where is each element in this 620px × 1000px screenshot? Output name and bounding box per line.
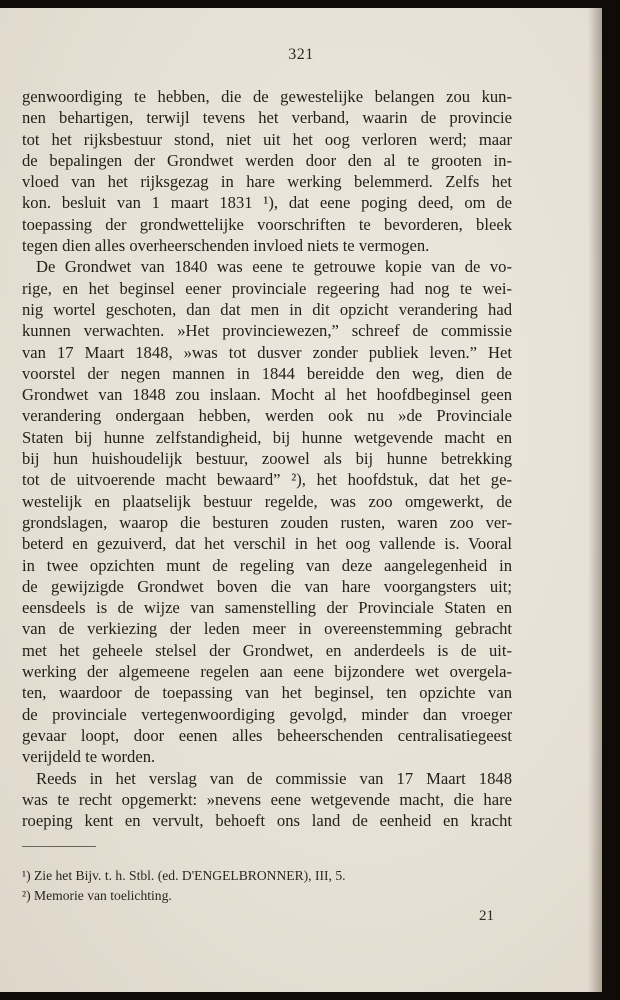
text-line: de gewijzigde Grondwet boven die van hare voorgangsters uit; [22,576,512,596]
text-line: ten, waardoor de toepassing van het beginsel, ten opzichte van [22,683,512,703]
text-line: roeping kent en vervult, behoeft ons land de eenheid en kracht [22,811,512,831]
text-line: vloed van het rijksgezag in hare werking belemmerd. Zelfs het [22,172,512,192]
footnote-2: ²) Memorie van toelichting. [22,888,172,903]
text-line: verijdeld te worden. [22,747,156,767]
text-line: Staten bij hunne zelfstandigheid, bij hunne wetgevende macht en [22,427,512,447]
footnote-1: ¹) Zie het Bijv. t. h. Stbl. (ed. D'ENGELBRONNER), III, 5. [22,868,346,883]
footnote-divider [22,846,96,847]
text-line: de provinciale vertegenwoordiging gevolgd, minder dan vroeger [22,704,512,724]
text-line: beterd en gezuiverd, dat het verschil in het oog vallende is. Vooral [22,534,512,554]
text-line: eensdeels is de wijze van samenstelling der Provinciale Staten en [22,598,512,618]
text-line: verandering ondergaan hebben, werden ook nu »de Provinciale [22,406,512,426]
signature-mark: 21 [479,908,494,924]
text-line: van 17 Maart 1848, »was tot dusver zonder publiek leven.” Het [22,342,512,362]
text-line: grondslagen, waarop die besturen zouden rusten, waren zoo ver- [22,512,512,532]
book-page [0,8,602,992]
text-line: kon. besluit van 1 maart 1831 ¹), dat eene poging deed, om de [22,193,512,213]
body-text [22,86,512,831]
text-line: genwoordiging te hebben, die de gewestelijke belangen zou kun- [22,87,512,106]
page-edge-shadow [588,8,602,992]
text-line: kunnen verwachten. »Het provinciewezen,” schreef de commissie [22,321,512,341]
page-number: 321 [288,46,314,63]
text-line: nig wortel geschoten, dan dat men in dit opzicht verandering had [22,299,512,319]
text-line: bij hun huishoudelijk bestuur, zoowel als bij hunne betrekking [22,449,512,469]
text-line: gevaar loopt, door eenen alles beheerschenden centralisatiegeest [22,725,512,745]
text-line: voorstel der negen mannen in 1844 bereidde den weg, dien de [22,363,512,383]
text-line: Reeds in het verslag van de commissie van 17 Maart 1848 [36,768,512,788]
text-line: in twee opzichten munt de regeling van deze aangelegenheid in [22,555,512,575]
text-line: nen behartigen, terwijl tevens het verband, waarin de provincie [22,108,512,128]
text-line: van de verkiezing der leden meer in overeenstemming gebracht [22,619,512,639]
text-line: Grondwet van 1848 zou inslaan. Mocht al het hoofdbeginsel geen [22,385,512,405]
text-line: tot het rijksbestuur stond, niet uit het oog verloren werd; maar [22,129,512,149]
text-line: De Grondwet van 1840 was eene te getrouwe kopie van de vo- [36,257,512,277]
text-line: tegen dien alles overheerschenden invloed niets te vermogen. [22,236,430,256]
text-line: werking der algemeene regelen aan eene bijzondere wet overgela- [22,662,512,682]
text-line: westelijk en plaatselijk bestuur regelde, was zoo omgewerkt, de [22,491,512,511]
text-line: de bepalingen der Grondwet werden door den al te grooten in- [22,150,512,170]
text-line: was te recht opgemerkt: »nevens eene wetgevende macht, die hare [22,789,512,809]
footnotes [22,866,512,906]
text-line: tot de uitvoerende macht bewaard” ²), het hoofdstuk, dat het ge- [22,470,512,490]
text-line: toepassing der grondwettelijke voorschriften te bevorderen, bleek [22,214,512,234]
text-line: rige, en het beginsel eener provinciale regeering had nog te wei- [22,278,512,298]
text-line: met het geheele stelsel der Grondwet, en anderdeels is de uit- [22,640,512,660]
